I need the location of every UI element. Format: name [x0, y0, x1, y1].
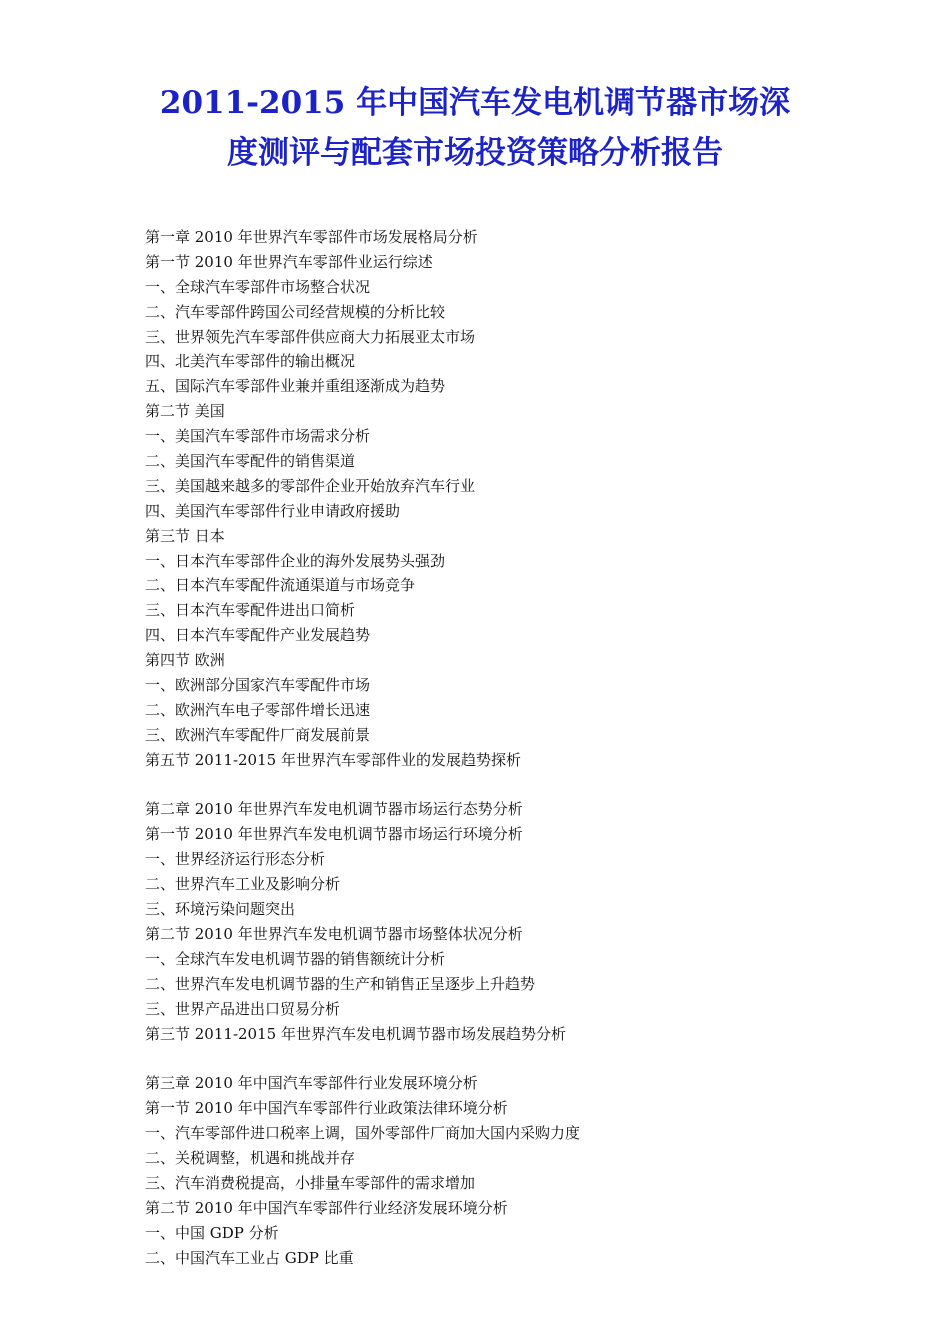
toc-spacer: [145, 773, 845, 798]
toc-line: 二、世界汽车发电机调节器的生产和销售正呈逐步上升趋势: [145, 974, 536, 993]
toc-line: 二、美国汽车零配件的销售渠道: [145, 452, 356, 471]
toc-line: 第二章 2010 年世界汽车发电机调节器市场运行态势分析: [145, 800, 523, 819]
toc-line: 二、汽车零部件跨国公司经营规模的分析比较: [145, 302, 446, 321]
toc-line: 二、中国汽车工业占 GDP 比重: [145, 1248, 354, 1267]
report-title-line-2: 度测评与配套市场投资策略分析报告: [227, 135, 723, 171]
report-title-line-1: 2011-2015 年中国汽车发电机调节器市场深: [159, 85, 791, 121]
toc-line: 第三节 日本: [145, 526, 225, 545]
toc-line: 一、世界经济运行形态分析: [145, 850, 326, 869]
toc-line: 三、世界产品进出口贸易分析: [145, 999, 341, 1018]
toc-line: 三、汽车消费税提高，小排量车零部件的需求增加: [145, 1173, 476, 1192]
toc-line: 一、欧洲部分国家汽车零配件市场: [145, 676, 371, 695]
toc-line: 五、国际汽车零部件业兼并重组逐渐成为趋势: [145, 377, 446, 396]
toc-line: 二、世界汽车工业及影响分析: [145, 875, 341, 894]
toc-line: 一、美国汽车零部件市场需求分析: [145, 427, 371, 446]
toc-line: 第一节 2010 年中国汽车零部件行业政策法律环境分析: [145, 1099, 508, 1118]
toc-line: 一、全球汽车零部件市场整合状况: [145, 277, 371, 296]
toc-line: 第二节 美国: [145, 402, 225, 421]
toc-line: 四、日本汽车零配件产业发展趋势: [145, 626, 371, 645]
toc-line: 第一章 2010 年世界汽车零部件市场发展格局分析: [145, 228, 478, 246]
table-of-contents: [145, 225, 845, 1270]
toc-line: 三、日本汽车零配件进出口简析: [145, 601, 356, 620]
toc-line: 第五节 2011-2015 年世界汽车零部件业的发展趋势探析: [145, 750, 521, 769]
toc-spacer: [145, 1046, 845, 1071]
toc-line: 一、日本汽车零部件企业的海外发展势头强劲: [145, 551, 446, 570]
toc-line: 第一节 2010 年世界汽车零部件业运行综述: [145, 252, 433, 271]
toc-line: 二、关税调整，机遇和挑战并存: [145, 1148, 356, 1167]
toc-line: 三、美国越来越多的零部件企业开始放弃汽车行业: [145, 476, 476, 495]
toc-line: 一、汽车零部件进口税率上调，国外零部件厂商加大国内采购力度: [145, 1124, 581, 1143]
toc-line: 第二节 2010 年世界汽车发电机调节器市场整体状况分析: [145, 924, 523, 943]
toc-line: 二、日本汽车零配件流通渠道与市场竞争: [145, 576, 416, 595]
toc-line: 第三节 2011-2015 年世界汽车发电机调节器市场发展趋势分析: [145, 1024, 566, 1043]
toc-line: 四、北美汽车零部件的输出概况: [145, 352, 356, 371]
toc-line: 第二节 2010 年中国汽车零部件行业经济发展环境分析: [145, 1198, 508, 1217]
toc-line: 一、全球汽车发电机调节器的销售额统计分析: [145, 949, 446, 968]
toc-line: 一、中国 GDP 分析: [145, 1223, 279, 1242]
toc-line: 三、世界领先汽车零部件供应商大力拓展亚太市场: [145, 327, 476, 346]
toc-line: 二、欧洲汽车电子零部件增长迅速: [145, 700, 371, 719]
toc-line: 三、环境污染问题突出: [145, 900, 296, 919]
toc-line: 第一节 2010 年世界汽车发电机调节器市场运行环境分析: [145, 825, 523, 844]
toc-line: 四、美国汽车零部件行业申请政府援助: [145, 501, 401, 520]
toc-line: 三、欧洲汽车零配件厂商发展前景: [145, 725, 371, 744]
toc-line: 第四节 欧洲: [145, 651, 225, 670]
toc-line: 第三章 2010 年中国汽车零部件行业发展环境分析: [145, 1074, 478, 1093]
report-title: [100, 78, 850, 178]
